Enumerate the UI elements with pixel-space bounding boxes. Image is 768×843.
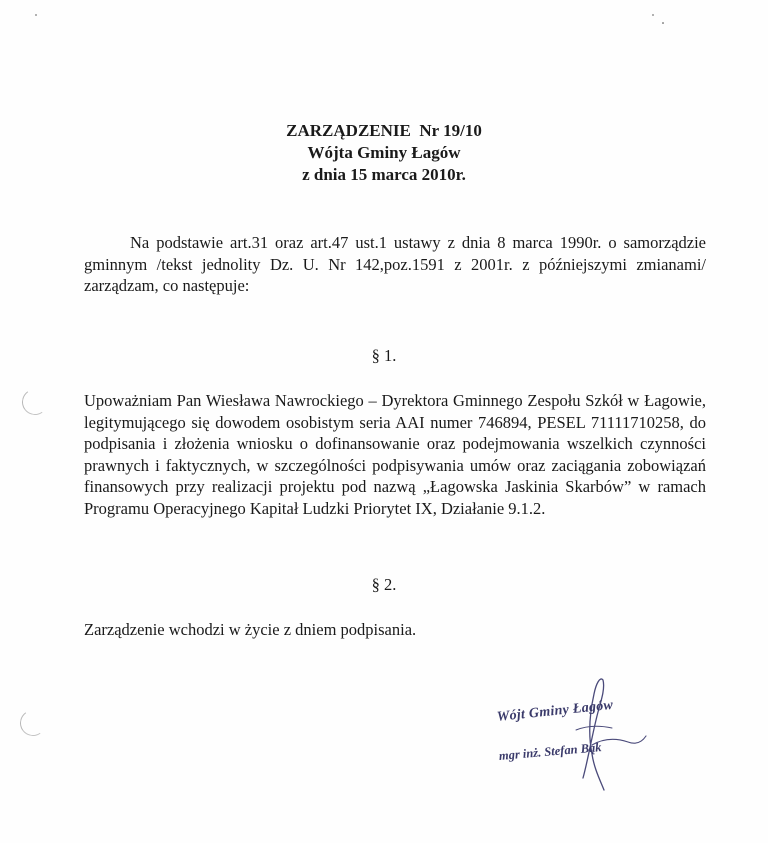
document-date: z dnia 15 marca 2010r. xyxy=(302,165,466,184)
section-2-label: § 2. xyxy=(371,575,397,594)
official-stamp-name: mgr inż. Stefan Bąk xyxy=(498,740,602,763)
preamble-paragraph: Na podstawie art.31 oraz art.47 ust.1 ustawy z dnia 8 marca 1990r. o samorządzie gminnym /tekst jednolity Dz. U. Nr 142,poz.1591 z 2001r. z późniejszymi zmianami/ zarządzam, co następuje: xyxy=(84,233,706,296)
official-stamp-title: Wójt Gminy Łagów xyxy=(496,697,614,725)
section-1-label: § 1. xyxy=(371,346,397,365)
section-1-text: Upoważniam Pan Wiesława Nawrockiego – Dyrektora Gminnego Zespołu Szkół w Łagowie, legitymującego się dowodem osobistym seria AAI numer 746894, PESEL 71111710258, do podpisania i złożenia wniosku o dofinansowanie oraz podejmowania wszelkich czynności prawnych i faktycznych, w szczególności podpisywania umów oraz zaciągania zobowiązań finansowych przy realizacji projektu pod nazwą „Łagowska Jaskinia Skarbów” w ramach Programu Operacyjnego Kapitał Ludzki Priorytet IX, Działanie 9.1.2. xyxy=(84,391,706,518)
section-2-text: Zarządzenie wchodzi w życie z dniem podpisania. xyxy=(84,620,417,639)
document-title: ZARZĄDZENIE Nr 19/10 xyxy=(286,121,482,140)
document-issuer: Wójta Gminy Łagów xyxy=(307,143,461,162)
